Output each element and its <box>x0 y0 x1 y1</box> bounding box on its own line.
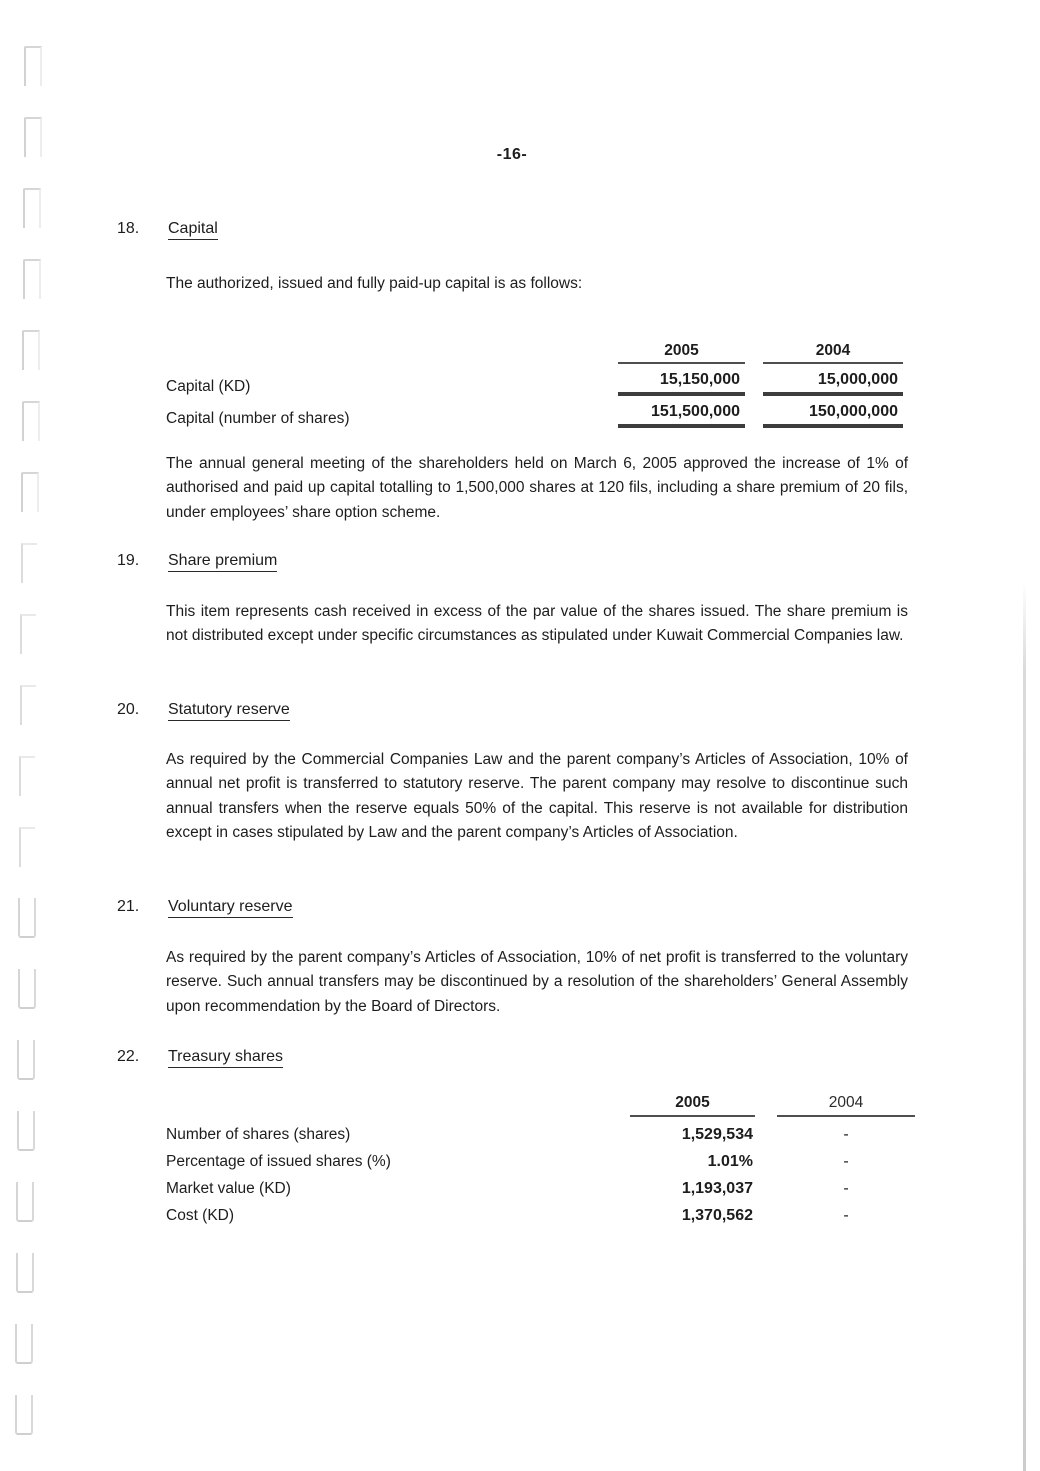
cell-2004: - <box>843 1207 849 1224</box>
section-22-title: Treasury shares <box>168 1048 283 1068</box>
section-18-title: Capital <box>168 220 218 240</box>
row-label: Cost (KD) <box>166 1207 235 1224</box>
binding-hole-mark <box>16 1182 34 1222</box>
row-label: Number of shares (shares) <box>166 1126 351 1143</box>
section-21-title: Voluntary reserve <box>168 898 293 918</box>
table-row <box>166 1148 915 1175</box>
page-edge-shadow <box>1023 582 1026 1471</box>
table-row <box>166 1121 915 1148</box>
cell-2004: 150,000,000 <box>763 402 903 428</box>
binding-hole-mark <box>21 472 39 512</box>
binding-hole-mark <box>18 969 36 1009</box>
section-18-number: 18. <box>117 220 140 237</box>
section-20-heading <box>117 701 290 721</box>
capital-table-header-2005: 2005 <box>618 342 745 364</box>
cell-2005: 151,500,000 <box>618 402 745 428</box>
binding-hole-mark <box>19 756 35 796</box>
cell-2004: - <box>843 1153 849 1170</box>
cell-2005: 1,193,037 <box>681 1180 753 1197</box>
section-19-title: Share premium <box>168 552 277 572</box>
cell-2005: 1.01% <box>707 1153 753 1170</box>
cell-2005: 1,529,534 <box>681 1126 753 1143</box>
binding-hole-mark <box>17 1040 35 1080</box>
row-label: Capital (number of shares) <box>166 410 350 427</box>
binding-hole-mark <box>23 259 41 299</box>
section-22-heading <box>117 1048 283 1068</box>
section-19-heading <box>117 552 277 572</box>
binding-hole-mark <box>20 685 36 725</box>
section-20-title: Statutory reserve <box>168 701 290 721</box>
row-label: Market value (KD) <box>166 1180 291 1197</box>
row-label: Capital (KD) <box>166 378 251 395</box>
capital-table <box>166 342 903 428</box>
page-number: -16- <box>496 146 528 163</box>
cell-2004: - <box>843 1126 849 1143</box>
table-row <box>166 1202 915 1229</box>
table-row <box>166 1175 915 1202</box>
section-21-heading <box>117 898 293 918</box>
section-22-number: 22. <box>117 1048 140 1065</box>
capital-table-header-row <box>166 342 903 364</box>
binding-hole-mark <box>17 1111 35 1151</box>
cell-2005: 15,150,000 <box>618 370 745 396</box>
binding-hole-mark <box>21 543 37 583</box>
section-18-heading <box>117 220 218 240</box>
binding-hole-mark <box>23 188 41 228</box>
capital-intro-text: The authorized, issued and fully paid-up capital is as follows: <box>166 275 583 292</box>
binding-hole-mark <box>18 898 36 938</box>
binding-hole-mark <box>19 827 35 867</box>
binding-hole-mark <box>22 330 40 370</box>
statutory-reserve-text: As required by the Commercial Companies Law and the parent company’s Articles of Association, 10% of annual net profit is transferred to statutory reserve. The parent company may resolve to discontinue such annual transfers when the reserve equals 50% of the capital. This reserve is not available for distribution except in cases stipulated by Law and the parent company’s Articles of Association. <box>166 751 908 841</box>
binding-hole-mark <box>16 1253 34 1293</box>
section-20-number: 20. <box>117 701 140 718</box>
voluntary-reserve-text: As required by the parent company’s Articles of Association, 10% of net profit is transferred to the voluntary reserve. Such annual transfers may be discontinued by a resolution of the shareholders’ General Assembly upon recommendation by the Board of Directors. <box>166 949 908 1015</box>
capital-table-header-2004: 2004 <box>763 342 903 364</box>
binding-hole-mark <box>24 46 42 86</box>
section-21-number: 21. <box>117 898 140 915</box>
cell-2004: - <box>843 1180 849 1197</box>
binding-hole-mark <box>20 614 36 654</box>
treasury-table-header-2004: 2004 <box>777 1094 915 1117</box>
treasury-table-header-2005: 2005 <box>630 1094 755 1117</box>
treasury-table-header-row <box>166 1094 915 1117</box>
table-row <box>166 402 903 428</box>
binding-hole-mark <box>15 1324 33 1364</box>
cell-2004: 15,000,000 <box>763 370 903 396</box>
section-19-number: 19. <box>117 552 140 569</box>
binding-hole-mark <box>15 1395 33 1435</box>
row-label: Percentage of issued shares (%) <box>166 1153 391 1170</box>
table-row <box>166 370 903 396</box>
capital-note-text: The annual general meeting of the shareholders held on March 6, 2005 approved the increase of 1% of authorised and paid up capital totalling to 1,500,000 shares at 120 fils, including a share premium of 20 fils, under employees’ share option scheme. <box>166 455 908 521</box>
treasury-table <box>166 1094 915 1229</box>
binding-hole-mark <box>22 401 40 441</box>
cell-2005: 1,370,562 <box>681 1207 753 1224</box>
share-premium-text: This item represents cash received in excess of the par value of the shares issued. The share premium is not distributed except under specific circumstances as stipulated under Kuwait Commercial Companies law. <box>166 603 908 645</box>
